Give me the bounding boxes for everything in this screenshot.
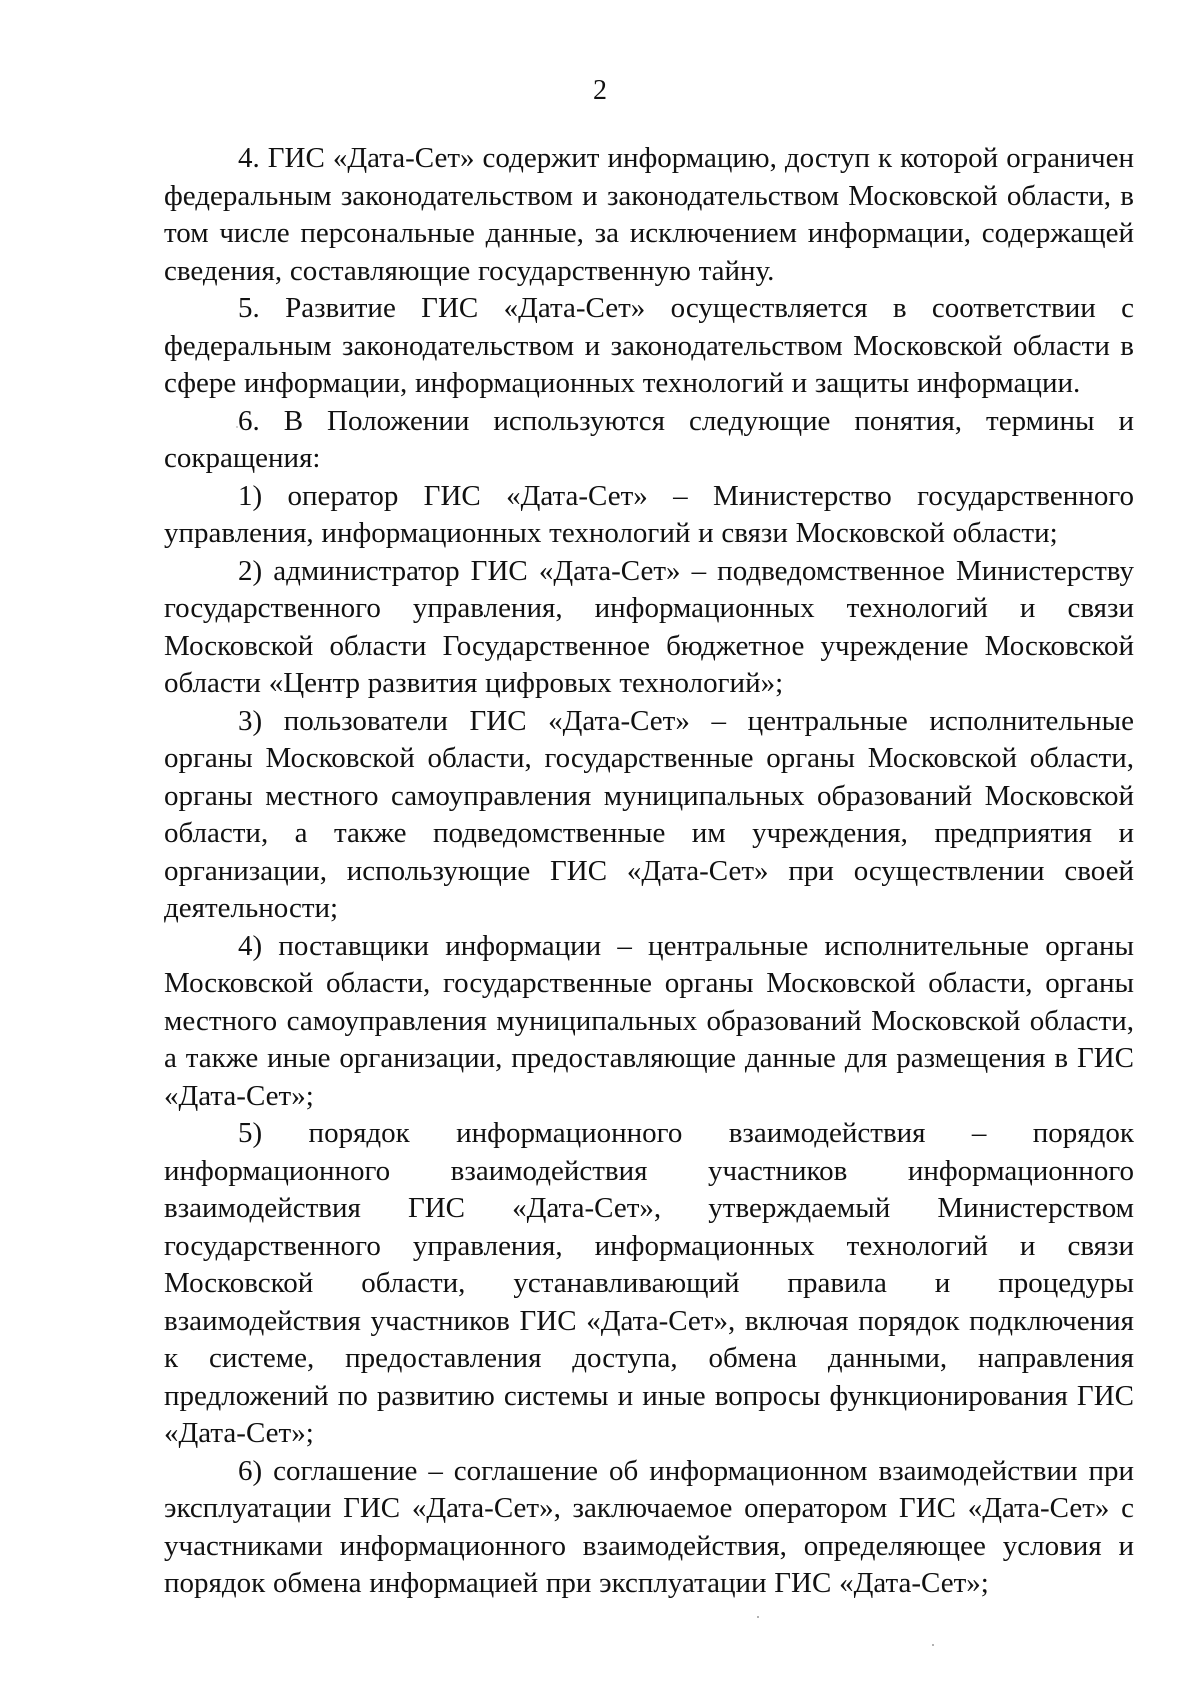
definition-information-providers: 4) поставщики информации – центральные исполнительные органы Московской области, государственные органы Московской области, органы местного самоуправления муниципальных образований Московской области, а также иные организации, предоставляющие данные для размещения в ГИС «Дата-Сет»; bbox=[164, 929, 1134, 1112]
definition-users: 3) пользователи ГИС «Дата-Сет» – центральные исполнительные органы Московской области, государственные органы Московской области, органы местного самоуправления муниципальных образований Московской области, а также подведомственные им учреждения, предприятия и организации, использующие ГИС «Дата-Сет» при осуществлении своей деятельности; bbox=[164, 704, 1134, 924]
scan-dot bbox=[757, 1616, 759, 1618]
scan-dot bbox=[236, 426, 238, 428]
definition-administrator: 2) администратор ГИС «Дата-Сет» – подведомственное Министерству государственного управления, информационных технологий и связи Московской области Государственное бюджетное учреждение Московской области «Центр развития цифровых технологий»; bbox=[164, 554, 1134, 699]
scan-dot bbox=[932, 1644, 934, 1646]
paragraph-6: 6. В Положении используются следующие понятия, термины и сокращения: bbox=[164, 404, 1134, 474]
paragraph-4: 4. ГИС «Дата-Сет» содержит информацию, доступ к которой ограничен федеральным законодательством и законодательством Московской области, в том числе персональные данные, за исключением информации, содержащей сведения, составляющие государственную тайну. bbox=[164, 142, 1134, 287]
definition-agreement: 6) соглашение – соглашение об информационном взаимодействии при эксплуатации ГИС «Дата-Сет», заключаемое оператором ГИС «Дата-Сет» с участниками информационного взаимодействия, определяющее условия и порядок обмена информацией при эксплуатации ГИС «Дата-Сет»; bbox=[164, 1454, 1134, 1599]
document-body bbox=[164, 140, 1134, 1603]
definition-operator: 1) оператор ГИС «Дата-Сет» – Министерство государственного управления, информационных технологий и связи Московской области; bbox=[164, 479, 1134, 549]
page-number: 2 bbox=[593, 75, 607, 106]
definition-interaction-procedure: 5) порядок информационного взаимодействия – порядок информационного взаимодействия участников информационного взаимодействия ГИС «Дата-Сет», утверждаемый Министерством государственного управления, информационных технологий и связи Московской области, устанавливающий правила и процедуры взаимодействия участников ГИС «Дата-Сет», включая порядок подключения к системе, предоставления доступа, обмена данными, направления предложений по развитию системы и иные вопросы функционирования ГИС «Дата-Сет»; bbox=[164, 1117, 1134, 1449]
paragraph-5: 5. Развитие ГИС «Дата-Сет» осуществляется в соответствии с федеральным законодательством и законодательством Московской области в сфере информации, информационных технологий и защиты информации. bbox=[164, 292, 1134, 399]
